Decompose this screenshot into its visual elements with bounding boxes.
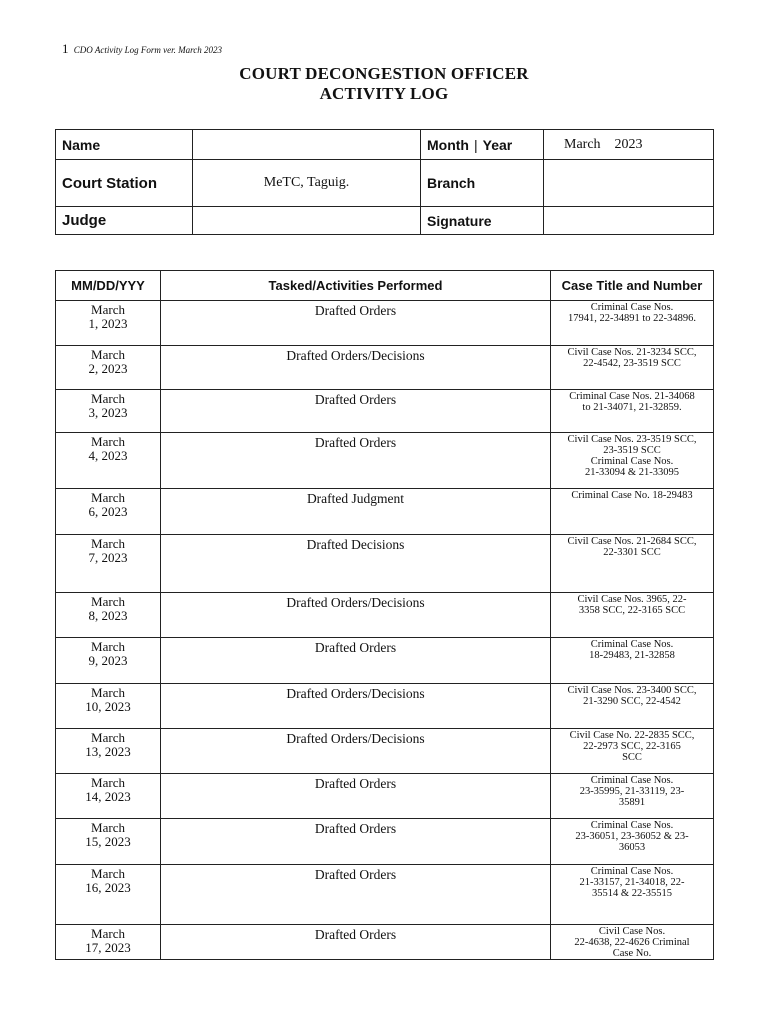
date-day: 13, 2023: [85, 744, 131, 759]
case-line: Civil Case Nos. 21-2684 SCC,: [567, 536, 697, 547]
case-line: 17941, 22-34891 to 22-34896.: [567, 313, 697, 324]
case-line: 35891: [618, 797, 646, 808]
case-line: Civil Case Nos. 23-3400 SCC,: [567, 685, 697, 696]
date-day: 6, 2023: [88, 504, 128, 519]
date-month: March: [91, 685, 125, 700]
case-cell: [551, 301, 714, 346]
case-line: Criminal Case Nos. 21-34068: [569, 391, 695, 402]
case-line: Civil Case Nos. 23-3519 SCC,: [567, 434, 697, 445]
case-line: Case No.: [612, 948, 652, 959]
case-line: 22-4542, 23-3519 SCC: [583, 358, 681, 369]
separator: |: [473, 136, 478, 153]
date-cell: [56, 535, 161, 593]
case-line: 35514 & 22-35515: [592, 888, 672, 899]
date-cell: [56, 433, 161, 489]
column-header-task: Tasked/Activities Performed: [161, 271, 551, 301]
task-cell: Drafted Orders: [161, 301, 551, 346]
document-subtitle: ACTIVITY LOG: [319, 84, 449, 103]
case-line: 22-2973 SCC, 22-3165: [583, 741, 681, 752]
month-label: Month: [427, 136, 469, 153]
case-line: 23-36051, 23-36052 & 23-: [575, 831, 689, 842]
officer-info-table: [55, 129, 714, 235]
case-cell: [551, 819, 714, 865]
date-day: 8, 2023: [88, 608, 128, 623]
month-year-field[interactable]: March 2023: [544, 130, 714, 160]
branch-label: Branch: [421, 160, 544, 207]
year-label: Year: [482, 136, 513, 153]
table-row: [56, 593, 714, 638]
task-cell: Drafted Orders/Decisions: [161, 729, 551, 774]
case-cell: [551, 638, 714, 684]
date-day: 10, 2023: [85, 699, 131, 714]
case-line: Criminal Case Nos.: [590, 456, 674, 467]
task-cell: Drafted Orders: [161, 433, 551, 489]
date-day: 15, 2023: [85, 834, 131, 849]
date-month: March: [91, 347, 125, 362]
activity-log-body: [56, 301, 714, 960]
date-day: 16, 2023: [85, 880, 131, 895]
case-cell: [551, 865, 714, 925]
case-cell: [551, 535, 714, 593]
case-line: Criminal Case Nos.: [590, 639, 674, 650]
date-cell: [56, 638, 161, 684]
date-month: March: [91, 536, 125, 551]
task-cell: Drafted Orders: [161, 390, 551, 433]
signature-field[interactable]: [544, 207, 714, 235]
date-day: 1, 2023: [88, 316, 128, 331]
case-cell: [551, 925, 714, 960]
date-day: 17, 2023: [85, 940, 131, 955]
case-line: 21-33094 & 21-33095: [585, 467, 679, 478]
signature-label: Signature: [421, 207, 544, 235]
table-row: [56, 729, 714, 774]
date-day: 9, 2023: [88, 653, 128, 668]
date-day: 4, 2023: [88, 448, 128, 463]
date-cell: [56, 390, 161, 433]
table-row: [56, 865, 714, 925]
date-day: 3, 2023: [88, 405, 128, 420]
table-row: [56, 301, 714, 346]
month-year-label: [421, 130, 544, 160]
page-header: [62, 41, 222, 57]
court-station-field[interactable]: MeTC, Taguig.: [193, 160, 421, 207]
case-line: 21-33157, 21-34018, 22-: [579, 877, 685, 888]
date-month: March: [91, 926, 125, 941]
date-month: March: [91, 490, 125, 505]
form-version: CDO Activity Log Form ver. March 2023: [73, 45, 222, 55]
date-month: March: [91, 391, 125, 406]
name-label: Name: [56, 130, 193, 160]
date-cell: [56, 729, 161, 774]
date-month: March: [91, 639, 125, 654]
case-line: Criminal Case No. 18-29483: [571, 490, 693, 501]
column-header-case: Case Title and Number: [551, 271, 714, 301]
case-line: 22-3301 SCC: [603, 547, 661, 558]
date-month: March: [91, 866, 125, 881]
case-line: 23-35995, 21-33119, 23-: [579, 786, 685, 797]
case-cell: [551, 390, 714, 433]
case-line: Criminal Case Nos.: [590, 820, 674, 831]
case-line: 36053: [618, 842, 646, 853]
task-cell: Drafted Orders/Decisions: [161, 593, 551, 638]
date-cell: [56, 865, 161, 925]
date-day: 7, 2023: [88, 550, 128, 565]
document-title: COURT DECONGESTION OFFICER: [239, 64, 529, 83]
date-day: 14, 2023: [85, 789, 131, 804]
name-field[interactable]: [193, 130, 421, 160]
task-cell: Drafted Orders: [161, 774, 551, 819]
task-cell: Drafted Orders: [161, 819, 551, 865]
column-header-date: MM/DD/YYY: [56, 271, 161, 301]
case-cell: [551, 346, 714, 390]
date-cell: [56, 593, 161, 638]
case-line: Civil Case Nos.: [598, 926, 666, 937]
case-cell: [551, 729, 714, 774]
date-cell: [56, 774, 161, 819]
table-row: [56, 390, 714, 433]
case-line: 22-4638, 22-4626 Criminal: [574, 937, 690, 948]
table-row: [56, 535, 714, 593]
case-line: SCC: [622, 752, 642, 763]
task-cell: Drafted Orders/Decisions: [161, 346, 551, 390]
case-cell: [551, 489, 714, 535]
page-number: 1: [62, 41, 69, 56]
case-line: Civil Case Nos. 21-3234 SCC,: [567, 347, 697, 358]
case-line: 18-29483, 21-32858: [589, 650, 675, 661]
date-cell: [56, 489, 161, 535]
case-line: Criminal Case Nos.: [590, 302, 674, 313]
date-month: March: [91, 302, 125, 317]
date-day: 2, 2023: [88, 361, 128, 376]
case-line: Civil Case No. 22-2835 SCC,: [569, 730, 695, 741]
date-cell: [56, 819, 161, 865]
case-cell: [551, 433, 714, 489]
judge-label: Judge: [56, 207, 193, 235]
court-station-label: Court Station: [56, 160, 193, 207]
date-cell: [56, 346, 161, 390]
date-month: March: [91, 594, 125, 609]
case-line: Criminal Case Nos.: [590, 775, 674, 786]
case-cell: [551, 684, 714, 729]
task-cell: Drafted Orders: [161, 638, 551, 684]
case-line: to 21-34071, 21-32859.: [582, 402, 682, 413]
judge-field[interactable]: [193, 207, 421, 235]
date-month: March: [91, 434, 125, 449]
task-cell: Drafted Orders: [161, 925, 551, 960]
task-cell: Drafted Decisions: [161, 535, 551, 593]
table-row: [56, 819, 714, 865]
task-cell: Drafted Orders: [161, 865, 551, 925]
case-line: 21-3290 SCC, 22-4542: [583, 696, 681, 707]
case-cell: [551, 774, 714, 819]
date-month: March: [91, 775, 125, 790]
date-month: March: [91, 820, 125, 835]
case-line: 23-3519 SCC: [603, 445, 661, 456]
case-line: Criminal Case Nos.: [590, 866, 674, 877]
task-cell: Drafted Judgment: [161, 489, 551, 535]
table-row: [56, 489, 714, 535]
date-cell: [56, 301, 161, 346]
task-cell: Drafted Orders/Decisions: [161, 684, 551, 729]
case-cell: [551, 593, 714, 638]
table-row: [56, 684, 714, 729]
table-row: [56, 925, 714, 960]
table-row: [56, 638, 714, 684]
table-row: [56, 433, 714, 489]
branch-field[interactable]: [544, 160, 714, 207]
case-line: Civil Case Nos. 3965, 22-: [577, 594, 687, 605]
date-cell: [56, 684, 161, 729]
date-month: March: [91, 730, 125, 745]
activity-log-table: [55, 270, 714, 960]
date-cell: [56, 925, 161, 960]
table-row: [56, 346, 714, 390]
case-line: 3358 SCC, 22-3165 SCC: [578, 605, 686, 616]
table-row: [56, 774, 714, 819]
